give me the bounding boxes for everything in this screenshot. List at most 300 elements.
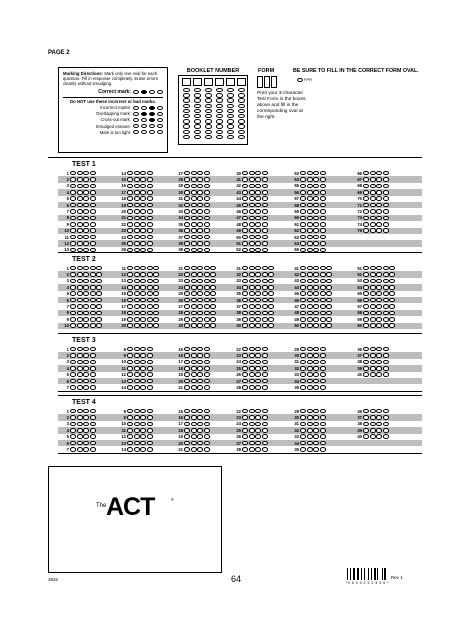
- answer-oval[interactable]: [70, 184, 76, 189]
- answer-oval[interactable]: [184, 360, 190, 365]
- answer-oval[interactable]: [242, 216, 248, 221]
- answer-oval[interactable]: [320, 285, 326, 290]
- answer-oval[interactable]: [204, 266, 210, 271]
- answer-oval[interactable]: [262, 366, 268, 371]
- answer-oval[interactable]: [383, 177, 389, 182]
- answer-oval[interactable]: [307, 409, 313, 414]
- answer-oval[interactable]: [383, 266, 389, 271]
- answer-oval[interactable]: [90, 241, 96, 246]
- answer-oval[interactable]: [197, 372, 203, 377]
- answer-oval[interactable]: [127, 311, 133, 316]
- answer-oval[interactable]: [249, 196, 255, 201]
- answer-oval[interactable]: [134, 360, 140, 365]
- booklet-digit-oval[interactable]: [205, 124, 212, 128]
- answer-oval[interactable]: [153, 279, 159, 284]
- answer-oval[interactable]: [255, 196, 261, 201]
- answer-oval[interactable]: [204, 190, 210, 195]
- answer-oval[interactable]: [383, 434, 389, 439]
- answer-oval[interactable]: [307, 203, 313, 208]
- answer-oval[interactable]: [70, 203, 76, 208]
- answer-oval[interactable]: [242, 317, 248, 322]
- answer-oval[interactable]: [300, 291, 306, 296]
- answer-oval[interactable]: [83, 422, 89, 427]
- booklet-digit-oval[interactable]: [183, 124, 190, 128]
- answer-oval[interactable]: [242, 209, 248, 214]
- answer-oval[interactable]: [140, 266, 146, 271]
- answer-oval[interactable]: [389, 304, 395, 309]
- answer-oval[interactable]: [140, 428, 146, 433]
- answer-oval[interactable]: [184, 447, 190, 452]
- answer-oval[interactable]: [262, 447, 268, 452]
- answer-oval[interactable]: [313, 353, 319, 358]
- answer-oval[interactable]: [90, 311, 96, 316]
- answer-oval[interactable]: [320, 447, 326, 452]
- answer-oval[interactable]: [383, 190, 389, 195]
- booklet-digit-oval[interactable]: [194, 104, 201, 108]
- answer-oval[interactable]: [300, 171, 306, 176]
- answer-oval[interactable]: [197, 298, 203, 303]
- answer-oval[interactable]: [376, 428, 382, 433]
- answer-oval[interactable]: [191, 203, 197, 208]
- answer-oval[interactable]: [249, 372, 255, 377]
- booklet-digit-oval[interactable]: [238, 109, 245, 113]
- answer-oval[interactable]: [255, 190, 261, 195]
- answer-oval[interactable]: [313, 441, 319, 446]
- answer-oval[interactable]: [320, 385, 326, 390]
- answer-oval[interactable]: [147, 304, 153, 309]
- answer-oval[interactable]: [90, 209, 96, 214]
- answer-oval[interactable]: [140, 323, 146, 328]
- answer-oval[interactable]: [363, 272, 369, 277]
- answer-oval[interactable]: [96, 266, 102, 271]
- answer-oval[interactable]: [90, 353, 96, 358]
- answer-oval[interactable]: [184, 216, 190, 221]
- answer-oval[interactable]: [197, 347, 203, 352]
- answer-oval[interactable]: [147, 190, 153, 195]
- answer-oval[interactable]: [90, 385, 96, 390]
- answer-oval[interactable]: [313, 190, 319, 195]
- answer-oval[interactable]: [197, 447, 203, 452]
- answer-oval[interactable]: [134, 422, 140, 427]
- answer-oval[interactable]: [210, 317, 216, 322]
- answer-oval[interactable]: [210, 285, 216, 290]
- answer-oval[interactable]: [127, 196, 133, 201]
- answer-oval[interactable]: [191, 190, 197, 195]
- booklet-digit-oval[interactable]: [227, 93, 234, 97]
- answer-oval[interactable]: [83, 447, 89, 452]
- form-box[interactable]: [257, 76, 263, 88]
- answer-oval[interactable]: [268, 304, 274, 309]
- answer-oval[interactable]: [96, 298, 102, 303]
- answer-oval[interactable]: [153, 323, 159, 328]
- answer-oval[interactable]: [255, 235, 261, 240]
- answer-oval[interactable]: [70, 216, 76, 221]
- answer-oval[interactable]: [376, 323, 382, 328]
- answer-oval[interactable]: [320, 422, 326, 427]
- question-item[interactable]: [60, 384, 96, 390]
- answer-oval[interactable]: [262, 196, 268, 201]
- answer-oval[interactable]: [70, 409, 76, 414]
- answer-oval[interactable]: [204, 360, 210, 365]
- answer-oval[interactable]: [370, 366, 376, 371]
- answer-oval[interactable]: [255, 272, 261, 277]
- answer-oval[interactable]: [184, 184, 190, 189]
- answer-oval[interactable]: [242, 228, 248, 233]
- answer-oval[interactable]: [242, 353, 248, 358]
- answer-oval[interactable]: [83, 171, 89, 176]
- booklet-digit-oval[interactable]: [216, 130, 223, 134]
- answer-oval[interactable]: [70, 434, 76, 439]
- answer-oval[interactable]: [249, 441, 255, 446]
- answer-oval[interactable]: [77, 372, 83, 377]
- answer-oval[interactable]: [313, 216, 319, 221]
- answer-oval[interactable]: [134, 291, 140, 296]
- answer-oval[interactable]: [370, 291, 376, 296]
- answer-oval[interactable]: [70, 323, 76, 328]
- answer-oval[interactable]: [197, 228, 203, 233]
- answer-oval[interactable]: [268, 291, 274, 296]
- answer-oval[interactable]: [307, 379, 313, 384]
- answer-oval[interactable]: [383, 428, 389, 433]
- answer-oval[interactable]: [140, 222, 146, 227]
- answer-oval[interactable]: [147, 285, 153, 290]
- answer-oval[interactable]: [90, 347, 96, 352]
- booklet-digit-oval[interactable]: [238, 88, 245, 92]
- answer-oval[interactable]: [197, 177, 203, 182]
- booklet-digit-oval[interactable]: [194, 119, 201, 123]
- answer-oval[interactable]: [307, 347, 313, 352]
- answer-oval[interactable]: [389, 285, 395, 290]
- answer-oval[interactable]: [383, 171, 389, 176]
- question-item[interactable]: [290, 323, 333, 329]
- booklet-digit-oval[interactable]: [183, 88, 190, 92]
- answer-oval[interactable]: [77, 304, 83, 309]
- answer-oval[interactable]: [77, 447, 83, 452]
- answer-oval[interactable]: [70, 372, 76, 377]
- answer-oval[interactable]: [70, 317, 76, 322]
- answer-oval[interactable]: [134, 209, 140, 214]
- booklet-digit-oval[interactable]: [216, 88, 223, 92]
- answer-oval[interactable]: [249, 360, 255, 365]
- answer-oval[interactable]: [320, 298, 326, 303]
- booklet-number-grid[interactable]: [178, 75, 248, 145]
- answer-oval[interactable]: [83, 353, 89, 358]
- answer-oval[interactable]: [147, 298, 153, 303]
- answer-oval[interactable]: [370, 190, 376, 195]
- answer-oval[interactable]: [197, 353, 203, 358]
- answer-oval[interactable]: [307, 353, 313, 358]
- answer-oval[interactable]: [313, 447, 319, 452]
- booklet-digit-oval[interactable]: [238, 119, 245, 123]
- answer-oval[interactable]: [197, 209, 203, 214]
- answer-oval[interactable]: [127, 241, 133, 246]
- answer-oval[interactable]: [255, 203, 261, 208]
- answer-oval[interactable]: [77, 291, 83, 296]
- answer-oval[interactable]: [204, 228, 210, 233]
- answer-oval[interactable]: [249, 422, 255, 427]
- answer-oval[interactable]: [300, 447, 306, 452]
- booklet-digit-oval[interactable]: [183, 104, 190, 108]
- answer-oval[interactable]: [83, 298, 89, 303]
- answer-oval[interactable]: [204, 379, 210, 384]
- answer-oval[interactable]: [363, 291, 369, 296]
- answer-oval[interactable]: [307, 366, 313, 371]
- answer-oval[interactable]: [70, 360, 76, 365]
- answer-oval[interactable]: [77, 266, 83, 271]
- answer-oval[interactable]: [370, 372, 376, 377]
- booklet-digit-oval[interactable]: [216, 104, 223, 108]
- answer-oval[interactable]: [70, 304, 76, 309]
- answer-oval[interactable]: [370, 311, 376, 316]
- answer-oval[interactable]: [307, 304, 313, 309]
- answer-oval[interactable]: [249, 353, 255, 358]
- answer-oval[interactable]: [389, 323, 395, 328]
- answer-oval[interactable]: [83, 366, 89, 371]
- answer-oval[interactable]: [77, 285, 83, 290]
- answer-oval[interactable]: [90, 379, 96, 384]
- answer-oval[interactable]: [70, 291, 76, 296]
- answer-oval[interactable]: [90, 190, 96, 195]
- answer-oval[interactable]: [197, 311, 203, 316]
- answer-oval[interactable]: [191, 372, 197, 377]
- answer-oval[interactable]: [313, 279, 319, 284]
- answer-oval[interactable]: [204, 428, 210, 433]
- answer-oval[interactable]: [376, 216, 382, 221]
- answer-oval[interactable]: [191, 241, 197, 246]
- answer-oval[interactable]: [70, 285, 76, 290]
- answer-oval[interactable]: [320, 347, 326, 352]
- answer-oval[interactable]: [255, 266, 261, 271]
- question-item[interactable]: [174, 384, 210, 390]
- answer-oval[interactable]: [140, 279, 146, 284]
- answer-oval[interactable]: [184, 279, 190, 284]
- answer-oval[interactable]: [140, 422, 146, 427]
- answer-oval[interactable]: [204, 415, 210, 420]
- booklet-digit-oval[interactable]: [238, 130, 245, 134]
- answer-oval[interactable]: [70, 428, 76, 433]
- answer-oval[interactable]: [249, 190, 255, 195]
- answer-oval[interactable]: [191, 353, 197, 358]
- answer-oval[interactable]: [307, 272, 313, 277]
- answer-oval[interactable]: [307, 279, 313, 284]
- answer-oval[interactable]: [255, 241, 261, 246]
- booklet-digit-oval[interactable]: [194, 98, 201, 102]
- answer-oval[interactable]: [376, 372, 382, 377]
- answer-oval[interactable]: [204, 441, 210, 446]
- answer-oval[interactable]: [197, 385, 203, 390]
- answer-oval[interactable]: [70, 415, 76, 420]
- answer-oval[interactable]: [268, 311, 274, 316]
- answer-oval[interactable]: [320, 228, 326, 233]
- answer-oval[interactable]: [389, 311, 395, 316]
- answer-oval[interactable]: [307, 441, 313, 446]
- answer-oval[interactable]: [389, 298, 395, 303]
- booklet-digit-oval[interactable]: [205, 93, 212, 97]
- answer-oval[interactable]: [204, 298, 210, 303]
- answer-oval[interactable]: [77, 190, 83, 195]
- answer-oval[interactable]: [370, 323, 376, 328]
- answer-oval[interactable]: [184, 372, 190, 377]
- booklet-digit-box[interactable]: [182, 78, 191, 86]
- answer-oval[interactable]: [77, 441, 83, 446]
- answer-oval[interactable]: [134, 216, 140, 221]
- answer-oval[interactable]: [184, 291, 190, 296]
- answer-oval[interactable]: [320, 304, 326, 309]
- answer-oval[interactable]: [320, 311, 326, 316]
- answer-oval[interactable]: [242, 304, 248, 309]
- answer-oval[interactable]: [313, 171, 319, 176]
- answer-oval[interactable]: [262, 317, 268, 322]
- answer-oval[interactable]: [197, 272, 203, 277]
- booklet-digit-oval[interactable]: [205, 109, 212, 113]
- answer-oval[interactable]: [191, 441, 197, 446]
- answer-oval[interactable]: [300, 441, 306, 446]
- answer-oval[interactable]: [383, 366, 389, 371]
- answer-oval[interactable]: [242, 266, 248, 271]
- answer-oval[interactable]: [255, 311, 261, 316]
- answer-oval[interactable]: [376, 190, 382, 195]
- answer-oval[interactable]: [376, 415, 382, 420]
- answer-oval[interactable]: [363, 353, 369, 358]
- answer-oval[interactable]: [249, 184, 255, 189]
- answer-oval[interactable]: [313, 203, 319, 208]
- answer-oval[interactable]: [134, 279, 140, 284]
- answer-oval[interactable]: [191, 209, 197, 214]
- answer-oval[interactable]: [147, 216, 153, 221]
- answer-oval[interactable]: [77, 317, 83, 322]
- answer-oval[interactable]: [262, 266, 268, 271]
- answer-oval[interactable]: [191, 428, 197, 433]
- booklet-digit-oval[interactable]: [194, 124, 201, 128]
- answer-oval[interactable]: [147, 323, 153, 328]
- answer-oval[interactable]: [255, 216, 261, 221]
- answer-oval[interactable]: [313, 291, 319, 296]
- answer-oval[interactable]: [383, 422, 389, 427]
- booklet-digit-oval[interactable]: [216, 98, 223, 102]
- answer-oval[interactable]: [191, 311, 197, 316]
- answer-oval[interactable]: [313, 434, 319, 439]
- answer-oval[interactable]: [326, 304, 332, 309]
- answer-oval[interactable]: [90, 279, 96, 284]
- answer-oval[interactable]: [300, 422, 306, 427]
- answer-oval[interactable]: [153, 285, 159, 290]
- answer-oval[interactable]: [210, 291, 216, 296]
- booklet-digit-column[interactable]: [238, 88, 247, 139]
- booklet-digit-oval[interactable]: [227, 124, 234, 128]
- answer-oval[interactable]: [191, 285, 197, 290]
- answer-oval[interactable]: [320, 279, 326, 284]
- answer-oval[interactable]: [140, 190, 146, 195]
- answer-oval[interactable]: [90, 441, 96, 446]
- answer-oval[interactable]: [83, 241, 89, 246]
- answer-oval[interactable]: [300, 323, 306, 328]
- answer-oval[interactable]: [77, 409, 83, 414]
- answer-oval[interactable]: [134, 441, 140, 446]
- answer-oval[interactable]: [320, 291, 326, 296]
- answer-oval[interactable]: [363, 409, 369, 414]
- answer-oval[interactable]: [70, 190, 76, 195]
- answer-oval[interactable]: [140, 347, 146, 352]
- answer-oval[interactable]: [370, 279, 376, 284]
- answer-oval[interactable]: [147, 196, 153, 201]
- answer-oval[interactable]: [77, 385, 83, 390]
- answer-oval[interactable]: [268, 279, 274, 284]
- answer-oval[interactable]: [300, 216, 306, 221]
- answer-oval[interactable]: [90, 372, 96, 377]
- answer-oval[interactable]: [70, 241, 76, 246]
- answer-oval[interactable]: [191, 360, 197, 365]
- answer-oval[interactable]: [383, 228, 389, 233]
- answer-oval[interactable]: [255, 291, 261, 296]
- answer-oval[interactable]: [153, 266, 159, 271]
- answer-oval[interactable]: [320, 272, 326, 277]
- answer-oval[interactable]: [191, 415, 197, 420]
- answer-oval[interactable]: [363, 266, 369, 271]
- answer-oval[interactable]: [320, 266, 326, 271]
- answer-oval[interactable]: [210, 323, 216, 328]
- answer-oval[interactable]: [83, 360, 89, 365]
- answer-oval[interactable]: [370, 216, 376, 221]
- answer-oval[interactable]: [300, 353, 306, 358]
- answer-oval[interactable]: [96, 279, 102, 284]
- answer-oval[interactable]: [90, 323, 96, 328]
- answer-oval[interactable]: [363, 209, 369, 214]
- booklet-digit-oval[interactable]: [238, 98, 245, 102]
- answer-oval[interactable]: [300, 360, 306, 365]
- answer-oval[interactable]: [184, 272, 190, 277]
- answer-oval[interactable]: [262, 311, 268, 316]
- answer-oval[interactable]: [249, 171, 255, 176]
- answer-oval[interactable]: [191, 323, 197, 328]
- answer-oval[interactable]: [197, 184, 203, 189]
- answer-oval[interactable]: [376, 272, 382, 277]
- answer-oval[interactable]: [83, 203, 89, 208]
- answer-oval[interactable]: [134, 347, 140, 352]
- answer-oval[interactable]: [140, 434, 146, 439]
- answer-oval[interactable]: [127, 216, 133, 221]
- answer-oval[interactable]: [313, 366, 319, 371]
- answer-oval[interactable]: [249, 434, 255, 439]
- answer-oval[interactable]: [77, 366, 83, 371]
- answer-oval[interactable]: [90, 291, 96, 296]
- answer-oval[interactable]: [262, 177, 268, 182]
- answer-oval[interactable]: [307, 171, 313, 176]
- answer-oval[interactable]: [300, 379, 306, 384]
- answer-oval[interactable]: [96, 304, 102, 309]
- answer-oval[interactable]: [300, 415, 306, 420]
- answer-oval[interactable]: [90, 222, 96, 227]
- answer-oval[interactable]: [320, 434, 326, 439]
- booklet-digit-oval[interactable]: [216, 119, 223, 123]
- answer-oval[interactable]: [127, 415, 133, 420]
- answer-oval[interactable]: [134, 366, 140, 371]
- answer-oval[interactable]: [140, 203, 146, 208]
- answer-oval[interactable]: [300, 190, 306, 195]
- answer-oval[interactable]: [134, 285, 140, 290]
- answer-oval[interactable]: [242, 422, 248, 427]
- answer-oval[interactable]: [191, 235, 197, 240]
- answer-oval[interactable]: [197, 434, 203, 439]
- answer-oval[interactable]: [262, 353, 268, 358]
- answer-oval[interactable]: [262, 222, 268, 227]
- answer-oval[interactable]: [326, 291, 332, 296]
- answer-oval[interactable]: [77, 203, 83, 208]
- answer-oval[interactable]: [307, 222, 313, 227]
- answer-oval[interactable]: [184, 177, 190, 182]
- answer-oval[interactable]: [262, 385, 268, 390]
- answer-oval[interactable]: [90, 428, 96, 433]
- answer-oval[interactable]: [204, 241, 210, 246]
